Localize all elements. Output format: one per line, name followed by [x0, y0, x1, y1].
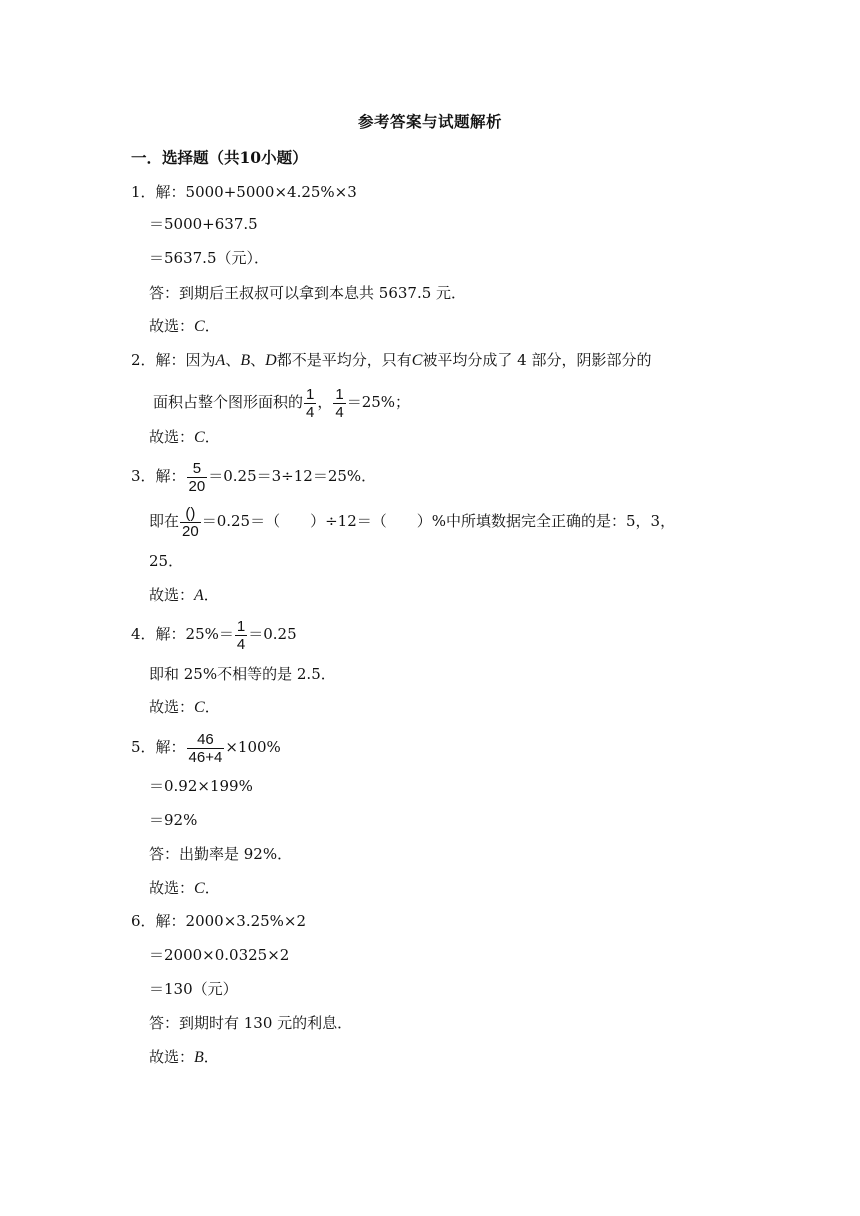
choice-prefix: 故选：	[149, 698, 195, 716]
choice-prefix: 故选：	[149, 1048, 195, 1066]
q2-line-1	[131, 350, 651, 371]
text: 4．解：25%＝	[131, 625, 234, 643]
choice-prefix: 故选：	[149, 428, 195, 446]
choice-suffix: ．	[204, 428, 220, 446]
q6-line-3: ＝130（元）	[149, 980, 238, 998]
choice-suffix: ．	[204, 698, 220, 716]
numerator: 46	[187, 731, 225, 749]
text: ＝25%；	[346, 393, 411, 411]
q3-line-2	[149, 503, 675, 540]
denominator: 4	[335, 403, 344, 421]
q1-choice	[149, 316, 220, 337]
text: 被平均分成了 4 部分，阴影部分的	[422, 351, 652, 369]
fraction	[333, 386, 345, 421]
q3-line-3: 25．	[149, 552, 184, 570]
text: 面积占整个图形面积的	[153, 393, 304, 411]
q4-line-1	[131, 616, 297, 653]
text: 2．解：因为	[131, 351, 216, 369]
q6-answer: 答：到期时有 130 元的利息．	[149, 1014, 353, 1032]
q3-choice	[149, 585, 219, 606]
numerator: 1	[335, 385, 344, 403]
fraction	[187, 731, 225, 766]
option-b: B	[240, 352, 251, 369]
q1-line-3: ＝5637.5（元）．	[149, 249, 269, 267]
option-c: C	[411, 352, 423, 369]
section-heading: 一．选择题（共10小题）	[131, 148, 308, 167]
text: ×100%	[225, 738, 281, 756]
q2-line-2	[153, 384, 410, 421]
text: 都不是平均分，只有	[276, 351, 412, 369]
numerator: 1	[236, 617, 246, 635]
choice-letter: C	[194, 699, 205, 716]
fraction	[235, 618, 247, 653]
text: ，	[317, 393, 333, 411]
q2-choice	[149, 427, 220, 448]
option-a: A	[215, 352, 226, 369]
q1-answer: 答：到期后王叔叔可以拿到本息共 5637.5 元．	[149, 284, 467, 302]
choice-letter: B	[194, 1049, 204, 1066]
choice-letter: C	[194, 880, 205, 897]
choice-suffix: ．	[204, 317, 220, 335]
choice-suffix: ．	[203, 1048, 219, 1066]
text: 5．解：	[131, 738, 186, 756]
fraction	[180, 505, 201, 540]
text: ＝0.25	[248, 625, 297, 643]
denominator: 20	[188, 477, 206, 495]
numerator: 5	[187, 460, 208, 478]
choice-suffix: ．	[203, 586, 219, 604]
choice-letter: C	[194, 429, 205, 446]
denominator: 4	[306, 403, 315, 421]
text: ＝0.25＝3÷12＝25%．	[208, 467, 377, 485]
fraction	[304, 386, 316, 421]
text: 即在	[149, 512, 180, 530]
text: ＝0.25＝（ ）÷12＝（ ）%中所填数据完全正确的是：5，3，	[201, 512, 676, 530]
fraction	[187, 460, 208, 495]
denominator: 4	[236, 635, 246, 653]
q1-line-1: 1．解：5000+5000×4.25%×3	[131, 183, 357, 201]
text: 3．解：	[131, 467, 186, 485]
q4-choice	[149, 697, 220, 718]
q6-choice	[149, 1047, 219, 1068]
option-d: D	[265, 352, 277, 369]
choice-prefix: 故选：	[149, 586, 195, 604]
choice-prefix: 故选：	[149, 879, 195, 897]
denominator: 46+4	[188, 748, 223, 766]
numerator: ()	[180, 505, 201, 523]
choice-letter: A	[194, 587, 204, 604]
numerator: 1	[306, 385, 315, 403]
q5-answer: 答：出勤率是 92%．	[149, 845, 293, 863]
q4-line-2: 即和 25%不相等的是 2.5．	[149, 665, 336, 683]
q3-line-1	[131, 458, 376, 495]
denominator: 20	[182, 522, 199, 540]
q5-line-2: ＝0.92×199%	[149, 777, 253, 795]
q6-line-1: 6．解：2000×3.25%×2	[131, 912, 307, 930]
q1-line-2: ＝5000+637.5	[149, 215, 258, 233]
choice-suffix: ．	[204, 879, 220, 897]
choice-prefix: 故选：	[149, 317, 195, 335]
q6-line-2: ＝2000×0.0325×2	[149, 946, 290, 964]
q5-line-3: ＝92%	[149, 811, 198, 829]
text: 、	[225, 351, 241, 369]
choice-letter: C	[194, 318, 205, 335]
text: 、	[250, 351, 266, 369]
q5-line-1	[131, 729, 281, 766]
q5-choice	[149, 878, 220, 899]
page-title: 参考答案与试题解析	[357, 112, 502, 131]
